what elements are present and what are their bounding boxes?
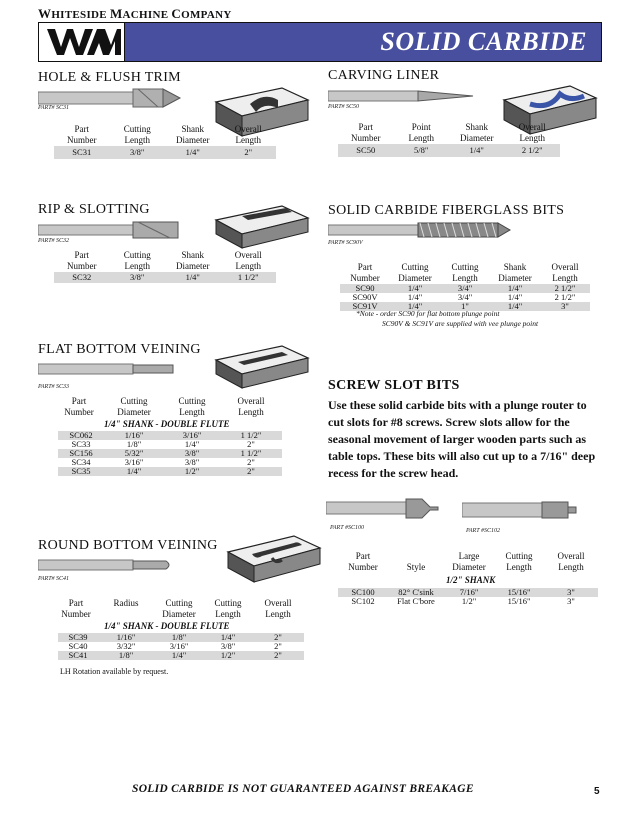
hole-flush-part-label: PART# SC31: [38, 105, 70, 111]
round-bottom-data: [58, 633, 304, 660]
hole-flush-bit-image: [38, 84, 188, 119]
table-header-row: Part Number Cutting Diameter Cutting Length Shank Diameter Overall Length: [350, 262, 579, 283]
screw-slot-data: [338, 588, 598, 606]
flat-bottom-table: [54, 396, 282, 418]
fiberglass-note-2: SC90V & SC91V are supplied with vee plunge point: [382, 319, 539, 328]
table-row: SC39 1/16" 1/8" 1/4" 2": [58, 633, 304, 642]
table-row: SC35 1/4" 1/2" 2": [58, 467, 282, 476]
sc102-part-label: PART #SC102: [466, 528, 500, 534]
carving-title: CARVING LINER: [328, 68, 440, 83]
screw-slot-table: [338, 551, 598, 573]
carving-part-label: PART# SC50: [328, 104, 360, 110]
page-title: SOLID CARBIDE: [380, 27, 587, 56]
round-bottom-subheader: 1/4" SHANK - DOUBLE FLUTE: [104, 621, 230, 631]
carving-table: [338, 122, 560, 157]
fiberglass-table: [340, 262, 590, 311]
flat-bottom-subheader: 1/4" SHANK - DOUBLE FLUTE: [104, 419, 230, 429]
round-bottom-table: [54, 598, 304, 620]
round-bottom-note: LH Rotation available by request.: [60, 667, 169, 676]
sc100-bit-image: [326, 496, 446, 527]
table-row: SC33 1/8" 1/4" 2": [71, 439, 255, 449]
table-header-row: Part Number Radius Cutting Diameter Cutting Length Overall Length: [61, 598, 292, 619]
table-row: SC90V 1/4" 3/4" 1/4" 2 1/2": [352, 292, 576, 302]
table-row: SC40 3/32" 3/16" 3/8" 2": [68, 641, 282, 651]
table-row: SC31 3/8" 1/4" 2": [54, 146, 276, 159]
sc100-part-label: PART #SC100: [330, 525, 364, 531]
rip-part-label: PART# SC32: [38, 238, 70, 244]
hole-flush-table: [54, 124, 276, 159]
screw-slot-subheader: 1/2" SHANK: [446, 575, 496, 585]
rip-title: RIP & SLOTTING: [38, 202, 150, 217]
sc102-bit-image: [462, 498, 582, 529]
flat-bottom-part-label: PART# SC33: [38, 384, 70, 390]
screw-slot-description: Use these solid carbide bits with a plunge router to cut slots for #8 screws. Screw slots allow for the seasonal movement of larger wooden parts such as table tops. These bits will also cut up to a 7/16" deep recess for the screw head.: [328, 398, 596, 480]
company-logo: [39, 23, 125, 61]
flat-bottom-title: FLAT BOTTOM VEINING: [38, 342, 201, 357]
hole-flush-title: HOLE & FLUSH TRIM: [38, 70, 181, 85]
table-row: SC102 Flat C'bore 1/2" 15/16" 3": [351, 596, 575, 606]
rip-bit-image: [38, 216, 188, 251]
round-bottom-wood-image: [224, 528, 324, 589]
round-bottom-part-label: PART# SC41: [38, 576, 70, 582]
table-row: SC50 5/8" 1/4" 2 1/2": [338, 144, 560, 157]
table-row: SC90 1/4" 3/4" 1/4" 2 1/2": [340, 284, 590, 293]
company-name: WHITESIDE MACHINE COMPANY: [38, 6, 232, 21]
table-header-row: Part Number Cutting Length Shank Diameter Overall Length: [67, 124, 262, 145]
fiberglass-note-1: *Note - order SC90 for flat bottom plunge point: [356, 309, 500, 318]
header-bar: [38, 22, 602, 62]
footer-warning: SOLID CARBIDE IS NOT GUARANTEED AGAINST BREAKAGE: [132, 783, 474, 795]
table-row: SC100 82° C'sink 7/16" 15/16" 3": [338, 588, 598, 597]
table-header-row: Part Number Cutting Length Shank Diameter Overall Length: [67, 250, 262, 271]
table-header-row: Part Number Point Length Shank Diameter Overall Length: [351, 122, 546, 143]
fiberglass-part-label: PART# SC90V: [328, 240, 363, 246]
fiberglass-title: SOLID CARBIDE FIBERGLASS BITS: [328, 203, 565, 218]
screw-slot-title: SCREW SLOT BITS: [328, 378, 460, 393]
rip-table: [54, 250, 276, 283]
flat-bottom-data: [58, 431, 282, 476]
table-row: SC34 3/16" 3/8" 2": [71, 457, 255, 467]
flat-bottom-bit-image: [38, 356, 188, 387]
carving-bit-image: [328, 82, 478, 117]
flat-bottom-wood-image: [212, 340, 312, 395]
round-bottom-title: ROUND BOTTOM VEINING: [38, 538, 218, 553]
table-header-row: Part Number Style Large Diameter Cutting Length Overall Length: [348, 551, 585, 572]
table-header-row: Part Number Cutting Diameter Cutting Length Overall Length: [64, 396, 265, 417]
table-row: SC32 3/8" 1/4" 1 1/2": [54, 272, 276, 283]
page-number: 5: [594, 786, 600, 797]
table-row: SC062 1/16" 3/16" 1 1/2": [58, 431, 282, 440]
table-row: SC91V 1/4" 1" 1/4" 3": [340, 302, 590, 311]
title-band: [125, 23, 601, 61]
rip-wood-image: [212, 200, 312, 255]
table-row: SC156 5/32" 3/8" 1 1/2": [58, 449, 282, 458]
table-row: SC41 1/8" 1/4" 1/2" 2": [58, 651, 304, 660]
